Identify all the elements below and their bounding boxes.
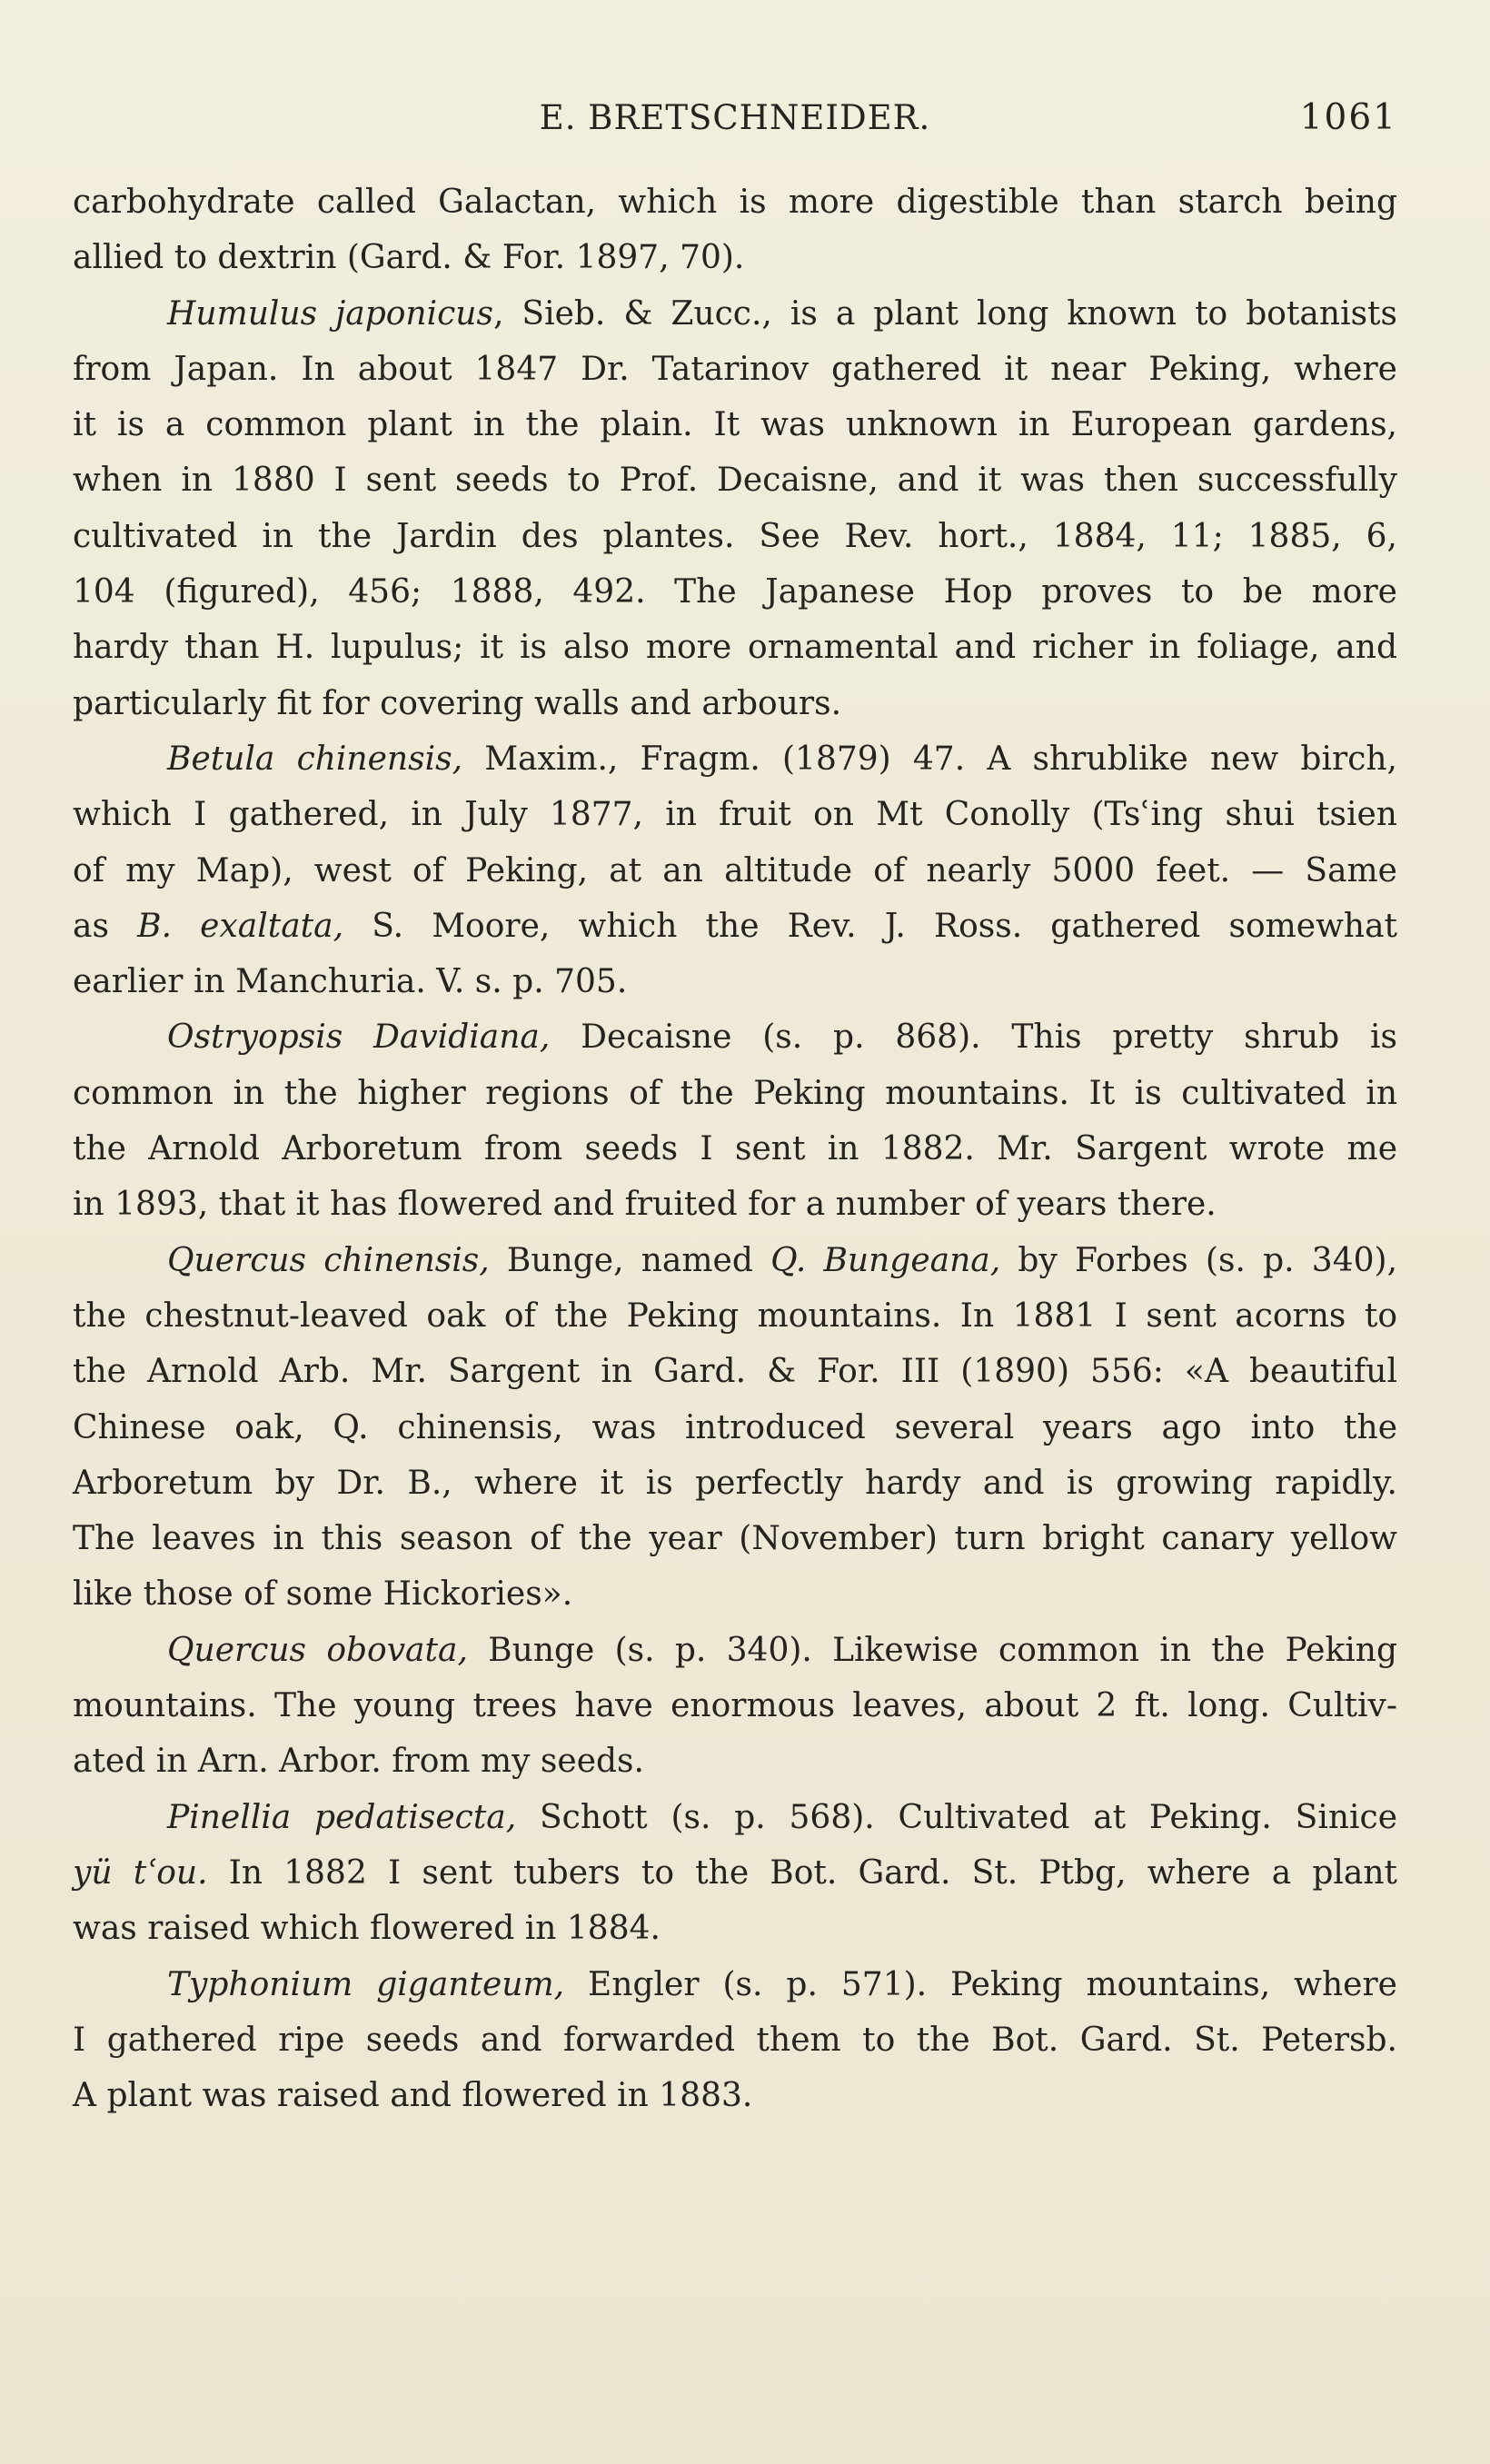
italic-taxon-name: Pinellia pedatisecta,: [167, 1798, 517, 1836]
text-line: [73, 230, 1397, 285]
text-line: [73, 899, 1397, 954]
italic-taxon-name: Quercus obovata,: [167, 1631, 468, 1669]
text-segment: hardy than H. lupulus; it is also more ornamental and richer in foliage, and: [73, 629, 1397, 667]
text-line: [73, 564, 1397, 620]
text-line: [73, 509, 1397, 564]
text-segment: the Arnold Arboretum from seeds I sent in 1882. Mr. Sargent wrote me: [73, 1130, 1397, 1168]
text-line: [73, 1623, 1397, 1678]
text-segment: Chinese oak, Q. chinensis, was introduced several years ago into the: [73, 1408, 1397, 1446]
text-segment: Maxim., Fragm. (1879) 47. A shrublike new birch,: [462, 740, 1397, 778]
text-line: [73, 1790, 1397, 1845]
text-line: [73, 787, 1397, 842]
text-line: [73, 1121, 1397, 1177]
text-line: [73, 397, 1397, 452]
text-line: [73, 843, 1397, 899]
text-segment: earlier in Manchuria. V. s. p. 705.: [73, 963, 628, 1001]
text-line: [73, 1456, 1397, 1511]
text-line: [73, 731, 1397, 787]
text-line: [73, 1957, 1397, 2012]
italic-taxon-name: Betula chinensis,: [167, 740, 463, 778]
text-segment: the Arnold Arb. Mr. Sargent in Gard. & For. III (1890) 556: «A beautiful: [73, 1353, 1397, 1391]
text-segment: when in 1880 I sent seeds to Prof. Decaisne, and it was then successfully: [73, 462, 1397, 500]
text-line: [73, 2012, 1397, 2068]
text-segment: was raised which flowered in 1884.: [73, 1910, 661, 1948]
body-text: [73, 174, 1397, 2123]
text-line: [73, 1901, 1397, 1956]
text-segment: of my Map), west of Peking, at an altitude of nearly 5000 feet. — Same: [73, 851, 1397, 889]
text-segment: cultivated in the Jardin des plantes. See Rev. hort., 1884, 11; 1885, 6,: [73, 517, 1397, 555]
text-segment: mountains. The young trees have enormous leaves, about 2 ft. long. Cultiv-: [73, 1687, 1397, 1725]
text-segment: S. Moore, which the Rev. J. Ross. gathered somewhat: [343, 907, 1398, 945]
text-line: [73, 954, 1397, 1009]
text-segment: , Sieb. & Zucc., is a plant long known to botanists: [492, 294, 1397, 333]
text-segment: particularly fit for covering walls and arbours.: [73, 684, 842, 722]
text-segment: I gathered ripe seeds and forwarded them to the Bot. Gard. St. Petersb.: [73, 2021, 1397, 2059]
running-head: E. BRETSCHNEIDER.: [539, 98, 931, 137]
italic-taxon-name: Humulus japonicus: [167, 294, 493, 333]
text-line: [73, 1511, 1397, 1566]
text-line: [73, 1288, 1397, 1344]
italic-taxon-name: yü tʿou.: [73, 1853, 208, 1892]
text-line: [73, 1233, 1397, 1288]
page-number: 1061: [1299, 97, 1397, 138]
text-segment: ated in Arn. Arbor. from my seeds.: [73, 1743, 644, 1781]
text-segment: common in the higher regions of the Peking mountains. It is cultivated in: [73, 1074, 1397, 1112]
text-segment: the chestnut-leaved oak of the Peking mountains. In 1881 I sent acorns to: [73, 1297, 1397, 1335]
text-segment: The leaves in this season of the year (November) turn bright canary yellow: [73, 1520, 1397, 1558]
text-segment: A plant was raised and flowered in 1883.: [73, 2077, 753, 2115]
text-segment: Decaisne (s. p. 868). This pretty shrub is: [550, 1018, 1397, 1057]
text-segment: Bunge, named: [489, 1241, 771, 1279]
text-segment: by Forbes (s. p. 340),: [1000, 1241, 1398, 1279]
text-line: [73, 452, 1397, 508]
text-line: [73, 1009, 1397, 1065]
text-segment: it is a common plant in the plain. It was unknown in European gardens,: [73, 406, 1397, 444]
italic-taxon-name: B. exaltata,: [137, 907, 344, 945]
text-line: [73, 2068, 1397, 2123]
text-segment: 104 (figured), 456; 1888, 492. The Japanese Hop proves to be more: [73, 573, 1397, 611]
text-segment: Arboretum by Dr. B., where it is perfectly hardy and is growing rapidly.: [73, 1464, 1397, 1502]
text-line: [73, 1734, 1397, 1789]
page-header: [73, 91, 1397, 145]
text-segment: like those of some Hickories».: [73, 1575, 573, 1614]
text-segment: which I gathered, in July 1877, in fruit on Mt Conolly (Tsʿing shui tsien: [73, 796, 1397, 834]
text-segment: Engler (s. p. 571). Peking mountains, where: [564, 1965, 1397, 2003]
text-segment: Schott (s. p. 568). Cultivated at Peking. Sinice: [516, 1798, 1398, 1836]
italic-taxon-name: Q. Bungeana,: [770, 1241, 1001, 1279]
text-line: [73, 620, 1397, 675]
text-line: [73, 1566, 1397, 1622]
italic-taxon-name: Ostryopsis Davidiana,: [167, 1018, 551, 1057]
text-segment: In 1882 I sent tubers to the Bot. Gard. St. Ptbg, where a plant: [207, 1853, 1397, 1892]
text-line: [73, 286, 1397, 342]
text-segment: allied to dextrin (Gard. & For. 1897, 70).: [73, 239, 745, 277]
text-line: [73, 174, 1397, 230]
italic-taxon-name: Quercus chinensis,: [167, 1241, 490, 1279]
text-line: [73, 1678, 1397, 1734]
text-line: [73, 1400, 1397, 1456]
text-line: [73, 342, 1397, 397]
text-segment: carbohydrate called Galactan, which is more digestible than starch being: [73, 184, 1397, 221]
text-segment: as: [73, 907, 138, 945]
text-line: [73, 1845, 1397, 1901]
text-line: [73, 676, 1397, 731]
text-line: [73, 1066, 1397, 1121]
text-line: [73, 1177, 1397, 1232]
text-segment: in 1893, that it has flowered and fruited for a number of years there.: [73, 1186, 1217, 1224]
text-segment: from Japan. In about 1847 Dr. Tatarinov gathered it near Peking, where: [73, 350, 1397, 388]
italic-taxon-name: Typhonium giganteum,: [167, 1965, 565, 2003]
text-segment: Bunge (s. p. 340). Likewise common in the Peking: [467, 1631, 1398, 1669]
text-line: [73, 1344, 1397, 1399]
